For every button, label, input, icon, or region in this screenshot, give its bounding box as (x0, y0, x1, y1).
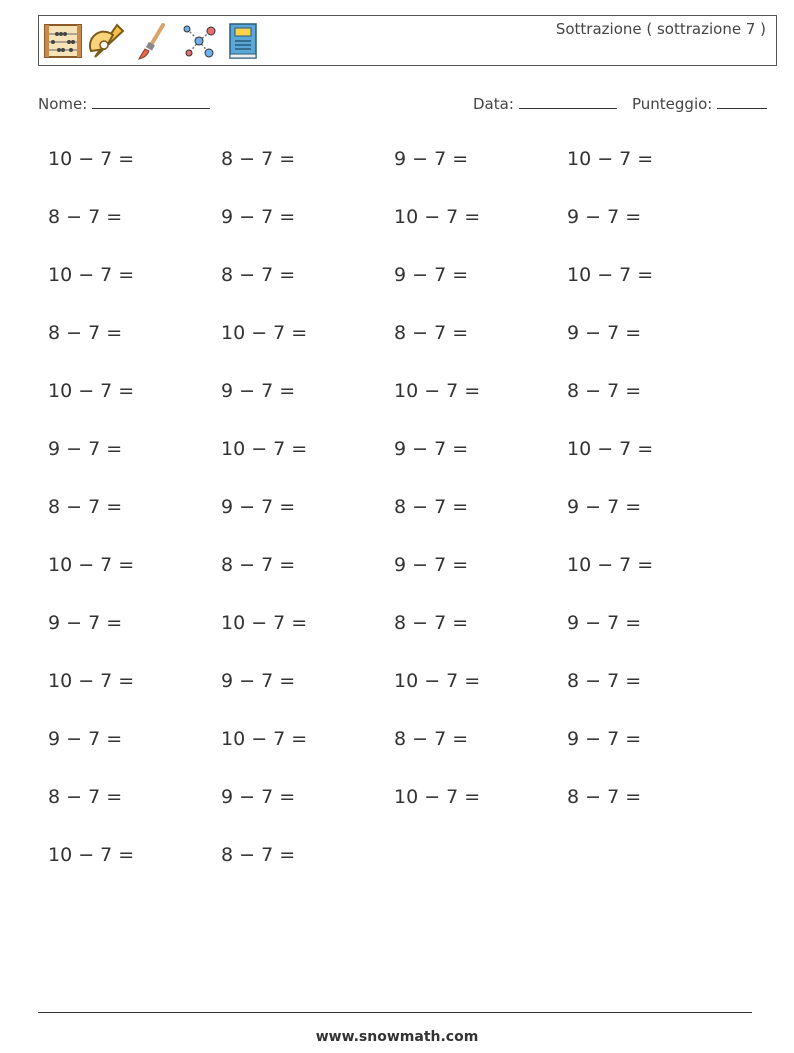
problem-item: 8 − 7 = (394, 322, 469, 344)
problem-item: 9 − 7 = (221, 496, 296, 518)
problem-item: 9 − 7 = (567, 728, 642, 750)
molecule-icon (179, 21, 219, 61)
problem-item: 10 − 7 = (567, 264, 654, 286)
problem-item: 9 − 7 = (221, 206, 296, 228)
protractor-icon (87, 21, 127, 61)
problem-item: 10 − 7 = (394, 380, 481, 402)
problem-item: 9 − 7 = (221, 670, 296, 692)
problem-item: 10 − 7 = (394, 786, 481, 808)
problem-item: 9 − 7 = (567, 496, 642, 518)
problem-item: 8 − 7 = (221, 554, 296, 576)
problem-item: 9 − 7 = (48, 438, 123, 460)
paintbrush-icon (133, 21, 173, 61)
problem-item: 8 − 7 = (221, 844, 296, 866)
problem-item: 9 − 7 = (394, 554, 469, 576)
problem-item: 8 − 7 = (221, 148, 296, 170)
name-field (38, 92, 210, 113)
problem-item: 8 − 7 = (48, 496, 123, 518)
problem-item: 10 − 7 = (48, 844, 135, 866)
problem-item: 10 − 7 = (221, 728, 308, 750)
name-blank (92, 92, 210, 109)
problem-item: 9 − 7 = (567, 206, 642, 228)
problem-item: 10 − 7 = (48, 554, 135, 576)
problem-item: 8 − 7 = (394, 728, 469, 750)
problem-item: 10 − 7 = (48, 264, 135, 286)
problem-item: 9 − 7 = (567, 322, 642, 344)
worksheet-header (38, 15, 777, 66)
problem-item: 9 − 7 = (394, 438, 469, 460)
problem-item: 8 − 7 = (567, 786, 642, 808)
problem-item: 10 − 7 = (221, 612, 308, 634)
problem-item: 8 − 7 = (48, 322, 123, 344)
problem-item: 10 − 7 = (567, 554, 654, 576)
book-icon (223, 21, 263, 61)
problem-item: 10 − 7 = (48, 670, 135, 692)
problem-item: 9 − 7 = (221, 380, 296, 402)
problem-item: 10 − 7 = (567, 438, 654, 460)
score-label: Punteggio: (632, 95, 713, 113)
score-blank (717, 92, 767, 109)
problem-item: 9 − 7 = (221, 786, 296, 808)
problem-item: 8 − 7 = (48, 786, 123, 808)
date-blank (519, 92, 617, 109)
problem-item: 10 − 7 = (48, 380, 135, 402)
problem-item: 8 − 7 = (394, 496, 469, 518)
problem-item: 10 − 7 = (221, 322, 308, 344)
abacus-icon (43, 21, 83, 61)
problem-item: 9 − 7 = (394, 264, 469, 286)
problem-item: 10 − 7 = (221, 438, 308, 460)
problem-item: 9 − 7 = (567, 612, 642, 634)
problem-item: 10 − 7 = (567, 148, 654, 170)
date-label: Data: (473, 95, 514, 113)
name-label: Nome: (38, 95, 88, 113)
problem-item: 8 − 7 = (221, 264, 296, 286)
problem-item: 8 − 7 = (394, 612, 469, 634)
score-field (632, 92, 767, 113)
footer-url: www.snowmath.com (315, 1029, 479, 1045)
date-field (473, 92, 617, 113)
problem-item: 8 − 7 = (567, 380, 642, 402)
problem-item: 10 − 7 = (48, 148, 135, 170)
problem-item: 8 − 7 = (567, 670, 642, 692)
problem-item: 8 − 7 = (48, 206, 123, 228)
problem-item: 9 − 7 = (48, 612, 123, 634)
problem-item: 9 − 7 = (394, 148, 469, 170)
problem-item: 9 − 7 = (48, 728, 123, 750)
footer-divider (38, 1012, 752, 1013)
worksheet-title: Sottrazione ( sottrazione 7 ) (555, 20, 766, 38)
problem-item: 10 − 7 = (394, 670, 481, 692)
problem-item: 10 − 7 = (394, 206, 481, 228)
